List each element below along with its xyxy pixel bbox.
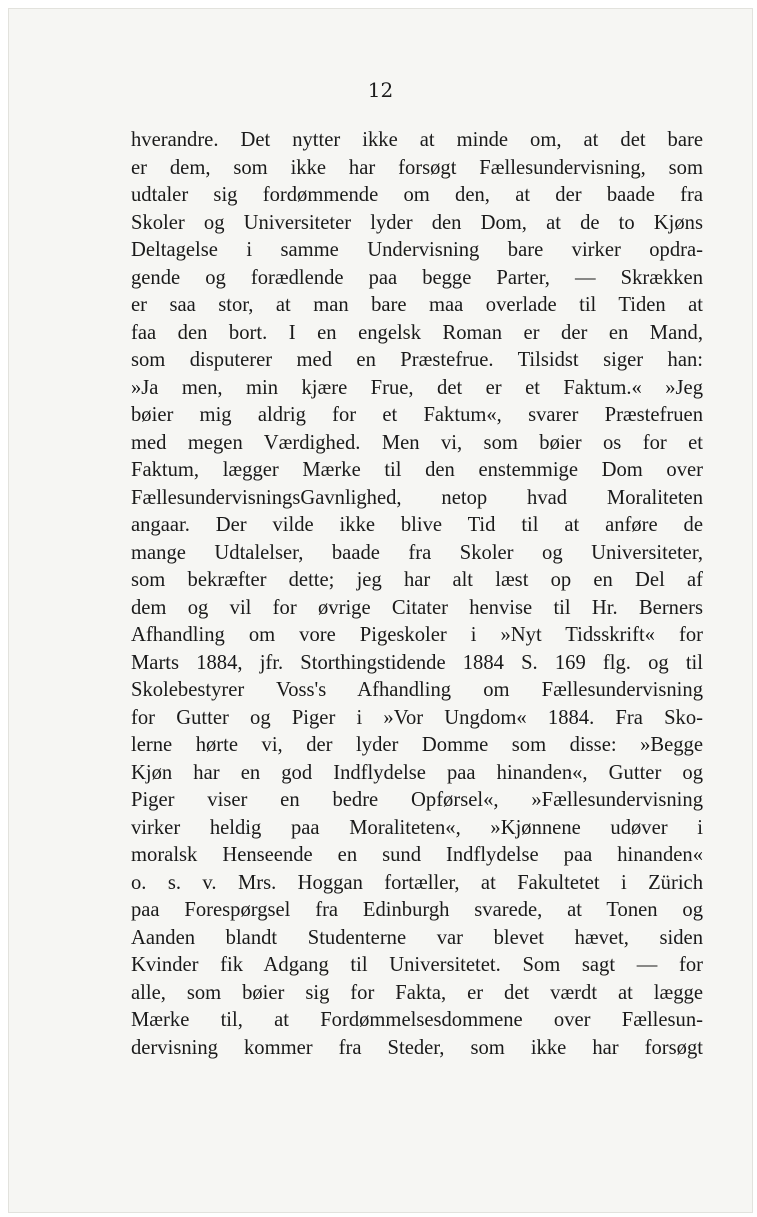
text-line: »Ja men, min kjære Frue, det er et Faktum.« »Jeg (131, 376, 703, 399)
text-line: er dem, som ikke har forsøgt Fællesundervisning, som (131, 156, 703, 179)
page-number: 12 (367, 78, 394, 102)
text-line: som bekræfter dette; jeg har alt læst op en Del af (131, 569, 703, 591)
text-line: alle, som bøier sig for Fakta, er det værdt at lægge (131, 981, 703, 1004)
text-line: Faktum, lægger Mærke til den enstemmige Dom over (131, 459, 703, 481)
text-line: Deltagelse i samme Undervisning bare virker opdra- (131, 239, 703, 261)
text-line: dervisning kommer fra Steder, som ikke har forsøgt (131, 1036, 703, 1059)
text-line: FællesundervisningsGavnlighed, netop hvad Moraliteten (131, 486, 703, 509)
text-line: er saa stor, at man bare maa overlade til Tiden at (131, 294, 703, 316)
text-line: Afhandling om vore Pigeskoler i »Nyt Tidsskrift« for (131, 624, 703, 646)
text-line: Mærke til, at Fordømmelsesdommene over Fællesun- (131, 1009, 703, 1031)
text-line: virker heldig paa Moraliteten«, »Kjønnene udøver i (131, 816, 703, 839)
text-line: gende og forædlende paa begge Parter, — Skrækken (131, 266, 703, 289)
text-line: paa Forespørgsel fra Edinburgh svarede, at Tonen og (131, 899, 703, 921)
book-page (8, 8, 753, 1213)
body-text (131, 127, 703, 1062)
text-line: faa den bort. I en engelsk Roman er der en Mand, (131, 321, 703, 344)
text-line: hverandre. Det nytter ikke at minde om, at det bare (131, 129, 703, 151)
text-line: Piger viser en bedre Opførsel«, »Fællesundervisning (131, 789, 703, 811)
text-line: angaar. Der vilde ikke blive Tid til at anføre de (131, 514, 703, 536)
text-line: mange Udtalelser, baade fra Skoler og Universiteter, (131, 541, 703, 564)
text-line: Skolebestyrer Voss's Afhandling om Fællesundervisning (131, 679, 703, 701)
text-line: o. s. v. Mrs. Hoggan fortæller, at Fakultetet i Zürich (131, 871, 703, 894)
text-line: lerne hørte vi, der lyder Domme som disse: »Begge (131, 734, 703, 756)
text-line: bøier mig aldrig for et Faktum«, svarer Præstefruen (131, 404, 703, 426)
text-line: for Gutter og Piger i »Vor Ungdom« 1884. Fra Sko- (131, 706, 703, 729)
text-line: dem og vil for øvrige Citater henvise til Hr. Berners (131, 596, 703, 619)
text-line: Kjøn har en god Indflydelse paa hinanden«, Gutter og (131, 761, 703, 784)
text-line: udtaler sig fordømmende om den, at der baade fra (131, 184, 703, 206)
text-line: Aanden blandt Studenterne var blevet hævet, siden (131, 926, 703, 949)
text-line: Skoler og Universiteter lyder den Dom, at de to Kjøns (131, 211, 703, 234)
text-line: som disputerer med en Præstefrue. Tilsidst siger han: (131, 349, 703, 371)
text-line: Marts 1884, jfr. Storthingstidende 1884 S. 169 flg. og til (131, 651, 703, 674)
text-line: Kvinder fik Adgang til Universitetet. Som sagt — for (131, 954, 703, 976)
text-line: moralsk Henseende en sund Indflydelse paa hinanden« (131, 844, 703, 866)
text-line: med megen Værdighed. Men vi, som bøier os for et (131, 431, 703, 454)
